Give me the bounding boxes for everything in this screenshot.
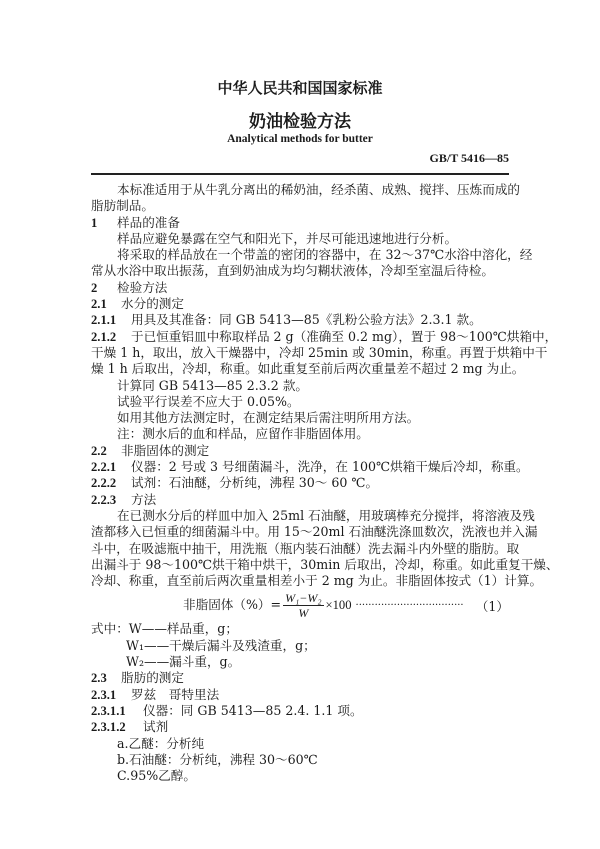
text-line: [91, 378, 509, 394]
line-text: 水分的测定: [121, 296, 184, 312]
line-text: 如用其他方法测定时，在测定结果后需注明所用方法。: [117, 410, 420, 426]
section-number: 2.2: [91, 443, 107, 458]
line-text: 检验方法: [117, 279, 168, 295]
section-number: 2.3: [91, 671, 107, 686]
formula-leader-dots: ··································: [355, 599, 464, 611]
section-number: 2: [91, 280, 98, 295]
line-text: 试剂：石油醚，分析纯，沸程 30～ 60 ℃。: [131, 475, 379, 491]
text-line: [91, 426, 509, 442]
text-line: [91, 361, 525, 377]
text-line: [91, 507, 535, 524]
line-text: 仪器：2 号或 3 号细菌漏斗，洗净，在 100℃烘箱干燥后冷却，称重。: [131, 459, 529, 475]
line-text: 于已恒重铝皿中称取样品 2 g（准确至 0.2 mg），置于 98～100℃烘箱中，: [131, 328, 558, 344]
formula-fraction: [283, 591, 323, 620]
formula-multiplier: ×100: [325, 597, 352, 612]
text-line: [91, 198, 509, 214]
section-line: [91, 492, 509, 508]
english-title: Analytical methods for butter: [227, 133, 373, 145]
text-line: [91, 394, 509, 410]
section-number: 2.1.1: [91, 313, 117, 328]
text-line: [91, 621, 509, 637]
section-line: [91, 312, 509, 328]
text-line: [91, 768, 509, 784]
text-line: [91, 344, 548, 361]
text-line: [91, 573, 543, 589]
body-part-2: [91, 621, 509, 784]
body-part-1: [91, 182, 559, 589]
section-line: [91, 459, 529, 475]
line-text: 本标准适用于从牛乳分离出的稀奶油，经杀菌、成熟、搅拌、压炼而成的: [117, 182, 520, 197]
line-text: 非脂固体的测定: [121, 442, 210, 458]
national-standard-heading: 中华人民共和国国家标准: [217, 79, 383, 97]
text-line: [91, 654, 509, 670]
section-number: 2.3.1.2: [91, 720, 126, 735]
line-text: 罗兹 哥特里法: [131, 686, 220, 702]
section-number: 2.3.1: [91, 687, 117, 702]
section-number: 2.2.1: [91, 460, 117, 475]
formula-label: 非脂固体（%）=: [183, 597, 282, 613]
text-line: [91, 524, 538, 540]
line-text: b.石油醚：分析纯，沸程 30～60℃: [117, 751, 318, 767]
numerator: W₁−W₂: [285, 590, 322, 605]
section-number: 2.3.1.1: [91, 703, 126, 718]
line-text: 脂肪的测定: [121, 670, 184, 686]
line-text: 试剂: [143, 719, 169, 735]
text-line: [91, 540, 520, 557]
section-line: [91, 687, 509, 703]
line-text: 干燥 1 h，取出，放入干燥器中，冷却 25min 或 30min，称重。再置于烘箱中干: [91, 344, 548, 360]
line-text: 脂肪制品。: [91, 198, 154, 214]
section-line: [91, 328, 558, 345]
line-text: W₂——漏斗重，g。: [126, 654, 241, 670]
section-line: [91, 296, 509, 312]
text-line: [91, 247, 533, 263]
line-text: 将采取的样品放在一个带盖的密闭的容器中，在 32～37℃水浴中溶化，经: [117, 247, 533, 263]
section-number: 2.2.2: [91, 476, 117, 491]
line-text: 样品的准备: [117, 214, 180, 230]
text-line: [91, 736, 509, 752]
line-text: 用具及其准备：同 GB 5413—85《乳粉公验方法》2.3.1 款。: [131, 312, 482, 328]
section-line: [91, 280, 509, 296]
denominator: W: [298, 605, 309, 620]
line-text: 渣都移入已恒重的细菌漏斗中。用 15～20ml 石油醚洗涤皿数次，洗液也并入漏: [91, 524, 538, 540]
line-text: 注：测水后的血和样品，应留作非脂固体用。: [117, 426, 369, 442]
text-line: [91, 638, 509, 654]
line-text: 斗中，在吸滤瓶中抽干，用洗瓶（瓶内装石油醚）洗去漏斗内外壁的脂肪。取: [91, 540, 520, 556]
line-text: 燥 1 h 后取出，冷却，称重。如此重复至前后两次重量差不超过 2 mg 为止。: [91, 361, 525, 377]
line-text: 计算同 GB 5413—85 2.3.2 款。: [117, 377, 309, 393]
text-line: [91, 752, 509, 768]
line-text: a.乙醚：分析纯: [117, 735, 205, 751]
formula-1: [91, 589, 509, 621]
text-line: [91, 410, 509, 426]
section-number: 2.2.3: [91, 492, 117, 507]
document-title: 奶油检验方法: [249, 112, 351, 132]
section-number: 1: [91, 215, 98, 230]
line-text: 样品应避免暴露在空气和阳光下，并尽可能迅速地进行分析。: [117, 230, 458, 246]
line-text: 试验平行误差不应大于 0.05%。: [117, 393, 300, 409]
standard-code: GB/T 5416—85: [429, 151, 509, 165]
text-line: [91, 263, 509, 279]
section-number: 2.1.2: [91, 329, 117, 344]
line-text: W₁——干燥后漏斗及残渣重，g；: [126, 637, 316, 653]
document-body: [91, 182, 559, 784]
section-line: [91, 215, 509, 231]
line-text: C.95%乙醇。: [117, 768, 196, 784]
line-text: 仪器：同 GB 5413—85 2.4. 1.1 项。: [143, 702, 363, 718]
header-rule: [91, 173, 509, 175]
text-line: [91, 182, 520, 198]
text-line: [91, 556, 559, 573]
section-line: [91, 703, 509, 719]
section-line: [91, 475, 509, 491]
line-text: 方法: [131, 491, 157, 507]
section-line: [91, 670, 509, 686]
section-number: 2.1: [91, 297, 107, 312]
text-line: [91, 231, 509, 247]
line-text: 在已测水分后的样皿中加入 25ml 石油醚，用玻璃棒充分搅拌，将溶液及残: [117, 507, 535, 523]
line-text: 出漏斗于 98～100℃烘干箱中烘干，30min 后取出，冷却，称重。如此重复干燥、: [91, 556, 559, 572]
section-line: [91, 719, 509, 735]
line-text: 常从水浴中取出振荡，直到奶油成为均匀糊状液体，冷却至室温后待检。: [91, 263, 494, 279]
line-text: 式中：W——样品重，g；: [91, 621, 238, 637]
section-line: [91, 443, 509, 459]
line-text: 冷却、称重，直至前后两次重量相差小于 2 mg 为止。非脂固体按式（1）计算。: [91, 573, 543, 589]
formula-number: （1）: [475, 598, 509, 614]
